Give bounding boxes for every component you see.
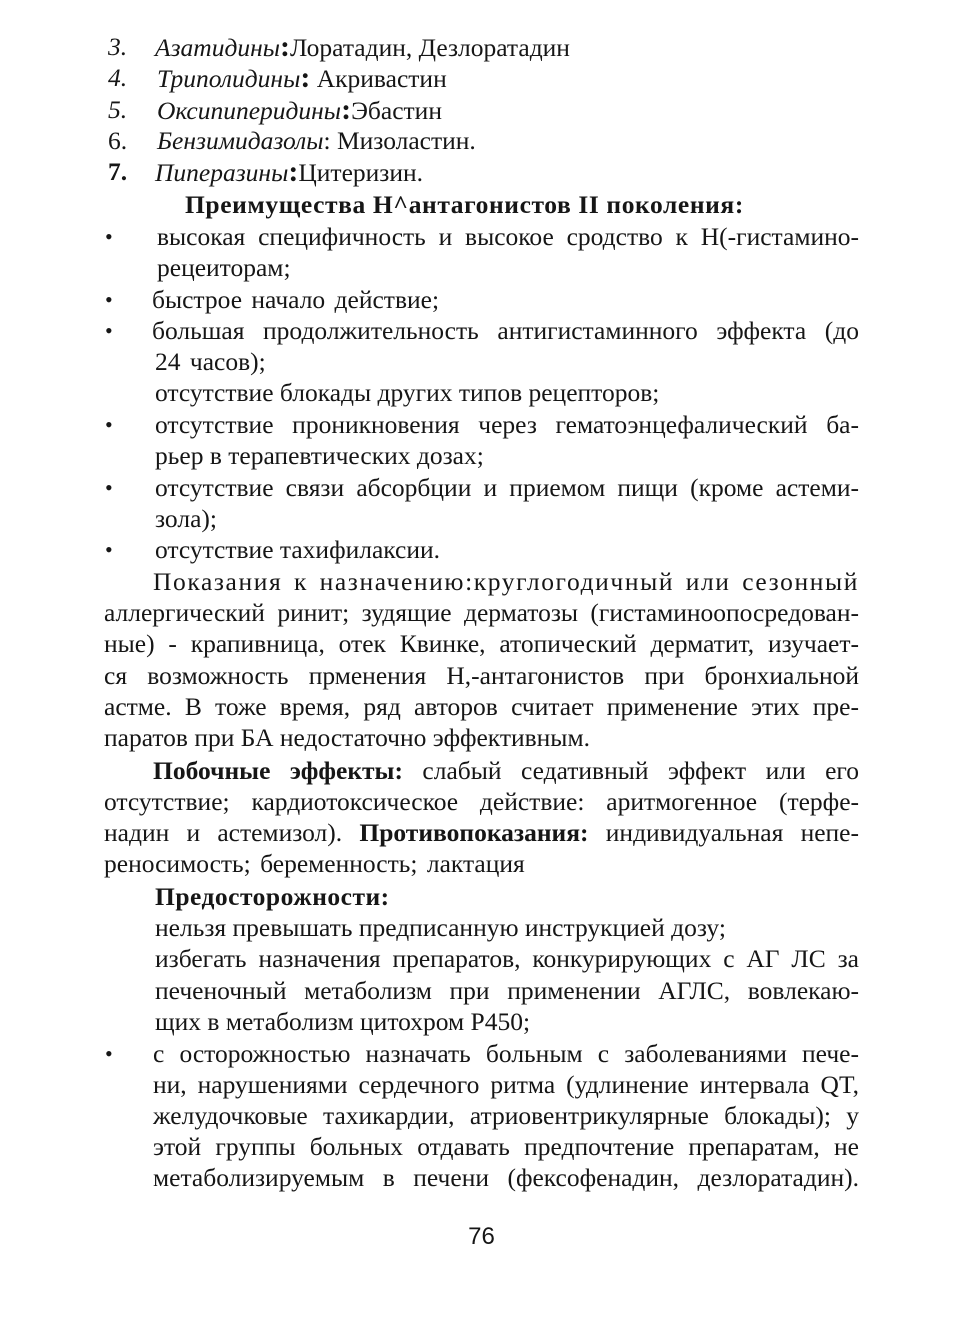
bullet: • xyxy=(105,1041,113,1066)
side-effects-label: Побочные эффекты: xyxy=(153,756,403,785)
list-item: отсутствие блокады других типов рецепторов; xyxy=(155,378,660,407)
precaution-item: нельзя превышать предписанную инструкцией дозу; xyxy=(155,913,726,942)
precaution-item: избегать назначения препаратов, конкурирующих с АГ ЛС за xyxy=(155,944,859,973)
bullet: • xyxy=(105,412,113,437)
list-item: быстрое начало действие; xyxy=(152,285,440,314)
list-item: высокая специфичность и высокое сродство к Н(-гистамино- xyxy=(157,222,859,251)
list-item-continuation: рьер в терапевтических дозах; xyxy=(155,441,484,470)
drug-class-name: Пиперазины xyxy=(155,158,289,187)
drug-names: Акривастин xyxy=(310,64,447,93)
list-item-continuation: зола); xyxy=(155,504,217,533)
list-item: отсутствие проникновения через гематоэнцефалический ба- xyxy=(155,410,859,439)
precaution-item: с осторожностью назначать больным с заболеваниями пече- xyxy=(153,1039,859,1068)
page-number: 76 xyxy=(468,1223,495,1250)
bullet: • xyxy=(105,287,113,312)
bullet: • xyxy=(105,224,113,249)
drug-names: Эбастин xyxy=(351,96,442,125)
drug-class-name: Бензимидазолы xyxy=(157,126,324,155)
drug-class-name: Оксипиперидины xyxy=(157,96,342,125)
precautions-heading: Предосторожности: xyxy=(155,882,390,911)
document-page: 3. Азатидины:Лоратадин, Дезлоратадин 4. Триполидины: Акривастин 5. Оксипиперидины:Эбастин 6. Бензимидазолы: Мизоластин. 7. Пиперазины:Цитеризин. Преимущества Н^антагонистов II поколения: • высокая специфичность и высокое сродство к Н(-гистамино- рецеиторам; • быстрое начало действие; • большая продолжительность антигистаминного эффекта (до 24 часов); отсутствие блокады других типов рецепторов; • отсутствие проникновения через гематоэнцефалический ба- рьер в терапевтических дозах; • отсутствие связи абсорбции и приемом пищи (кроме астеми- зола); • отсутствие тахифилаксии. Показания к назначению:круглогодичный или сезонный аллергический ринит; зудящие дерматозы (гистаминоопосредован- ные) - крапивница, отек Квинке, атопический дерматит, изучает- ся возможность прменения Н,-антагонистов при бронхиальной астме. В тоже время, ряд авторов считает применение этих пре- паратов при БА недостаточно эффективным. Побочные эффекты: слабый седативный эффект или его отсутствие; кардиотоксическое действие: аритмогенное (терфе- надин и астемизол). Противопоказания: индивидуальная непе- реносимость; беременность; лактация Предосторожности: нельзя превышать предписанную инструкцией дозу; избегать назначения препаратов, конкурирующих с АГ ЛС за печеночный метаболизм при применении АГЛС, вовлекаю- щих в метаболизм цитохром Р450; • с осторожностью назначать больным с заболеваниями пече- ни, нарушениями сердечного ритма (удлинение интервала QT, желудочковые тахикардии, атриовентрикулярные блокады); у этой группы больных отдавать предпочтение препаратам, не метаболизируемым в печени (фексофенадин, дезлоратадин). 76 xyxy=(0,0,963,1327)
list-item: отсутствие тахифилаксии. xyxy=(155,535,441,564)
bullet: • xyxy=(105,318,113,343)
contraindications-label: Противопоказания: xyxy=(359,818,589,847)
list-item: большая продолжительность антигистаминного эффекта (до xyxy=(152,316,859,345)
bullet: • xyxy=(105,475,113,500)
drug-names: Цитеризин. xyxy=(298,158,424,187)
drug-class-name: Триполидины xyxy=(157,64,301,93)
list-item-continuation: 24 часов); xyxy=(155,347,266,376)
drug-names: Мизоластин. xyxy=(330,126,476,155)
list-item-continuation: рецеиторам; xyxy=(157,253,291,282)
drug-class-name: Азатидины xyxy=(155,33,281,62)
list-item: отсутствие связи абсорбции и приемом пищи (кроме астеми- xyxy=(155,473,859,502)
advantages-heading: Преимущества Н^антагонистов II поколения: xyxy=(185,190,744,219)
bullet: • xyxy=(105,537,113,562)
drug-names: Лоратадин, Дезлоратадин xyxy=(290,33,570,62)
